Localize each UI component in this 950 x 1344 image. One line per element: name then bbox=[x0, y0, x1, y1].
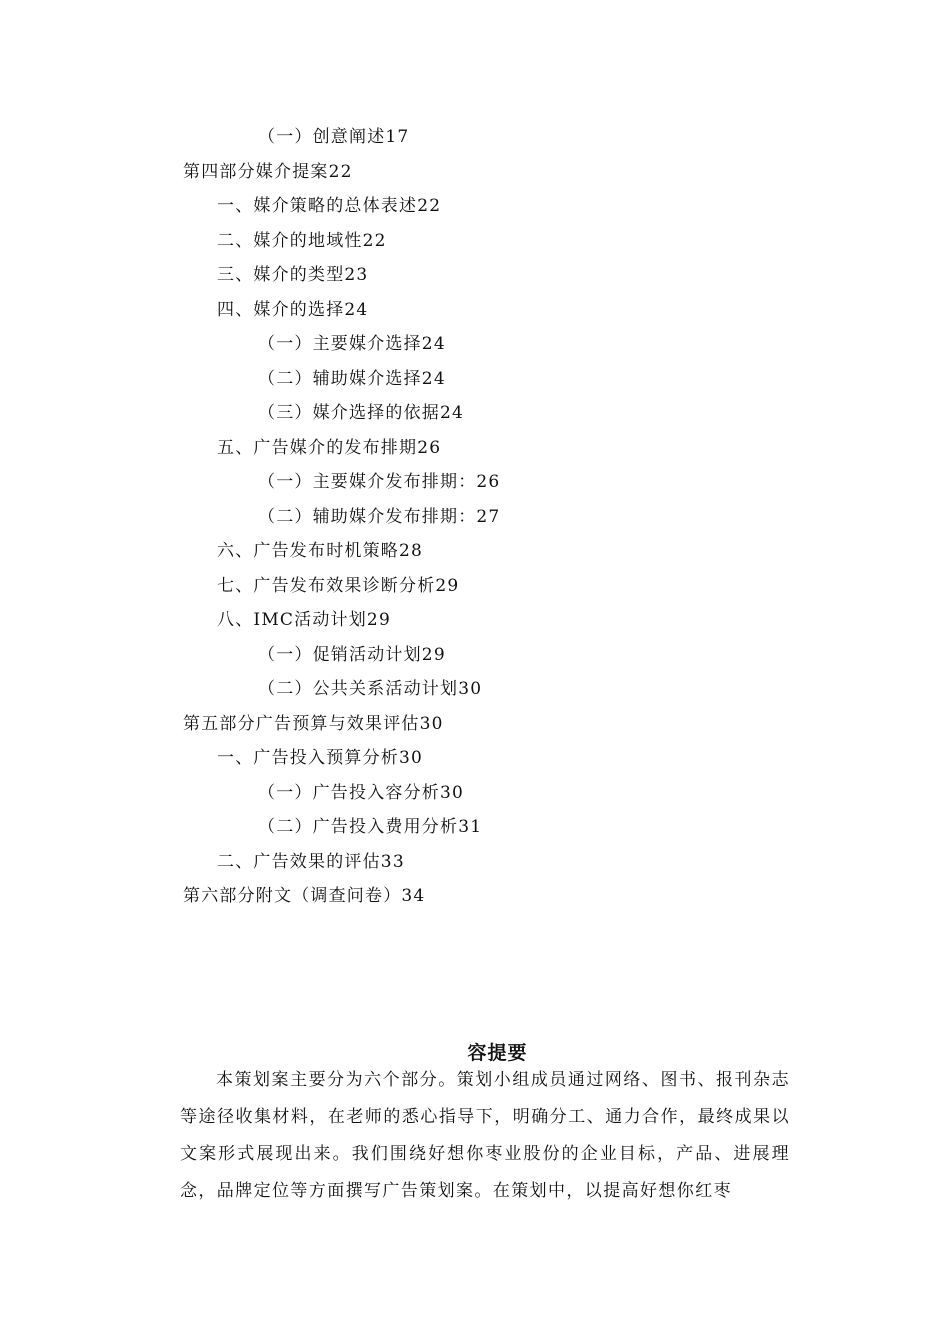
toc-entry: 四、媒介的选择24 bbox=[217, 299, 369, 320]
toc-entry: 二、媒介的地域性22 bbox=[217, 230, 387, 251]
toc-entry: （一）主要媒介选择24 bbox=[258, 334, 446, 354]
toc-entry: 五、广告媒介的发布排期26 bbox=[217, 437, 442, 458]
toc-entry: 一、媒介策略的总体表述22 bbox=[217, 196, 442, 216]
toc-entry: （二）公共关系活动计划30 bbox=[258, 679, 483, 699]
toc-entry: 第六部分附文（调查问卷）34 bbox=[183, 886, 426, 906]
toc-entry: （二）辅助媒介选择24 bbox=[258, 368, 446, 389]
toc-entry: 六、广告发布时机策略28 bbox=[217, 541, 424, 561]
toc-entry: （一）广告投入容分析30 bbox=[258, 782, 465, 803]
toc-entry: 一、广告投入预算分析30 bbox=[217, 748, 424, 768]
toc-entry: 三、媒介的类型23 bbox=[217, 265, 369, 285]
toc-entry: （一）主要媒介发布排期：26 bbox=[258, 472, 501, 492]
summary-paragraph: 本策划案主要分为六个部分。策划小组成员通过网络、图书、报刊杂志等途径收集材料，在老师的悉心指导下，明确分工、通力合作，最终成果以文案形式展现出来。我们围绕好想你枣业股份的企业目标，产品、进展理念，品牌定位等方面撰写广告策划案。在策划中，以提高好想你红枣 bbox=[180, 1070, 790, 1201]
toc-entry: 二、广告效果的评估33 bbox=[217, 851, 405, 872]
toc-entry: （一）促销活动计划29 bbox=[258, 644, 446, 665]
toc-entry: 七、广告发布效果诊断分析29 bbox=[217, 575, 460, 596]
toc-entry: （一）创意阐述17 bbox=[258, 127, 410, 147]
toc-entry: 第四部分媒介提案22 bbox=[183, 161, 353, 182]
toc-entry: （三）媒介选择的依据24 bbox=[258, 403, 465, 423]
toc-entry: （二）辅助媒介发布排期：27 bbox=[258, 506, 501, 527]
toc-entry: （二）广告投入费用分析31 bbox=[258, 817, 483, 837]
toc-entry: 第五部分广告预算与效果评估30 bbox=[183, 713, 444, 734]
toc-entry: 八、IMC活动计划29 bbox=[217, 610, 391, 630]
summary-title: 容提要 bbox=[467, 1042, 528, 1064]
table-of-contents bbox=[0, 120, 950, 914]
